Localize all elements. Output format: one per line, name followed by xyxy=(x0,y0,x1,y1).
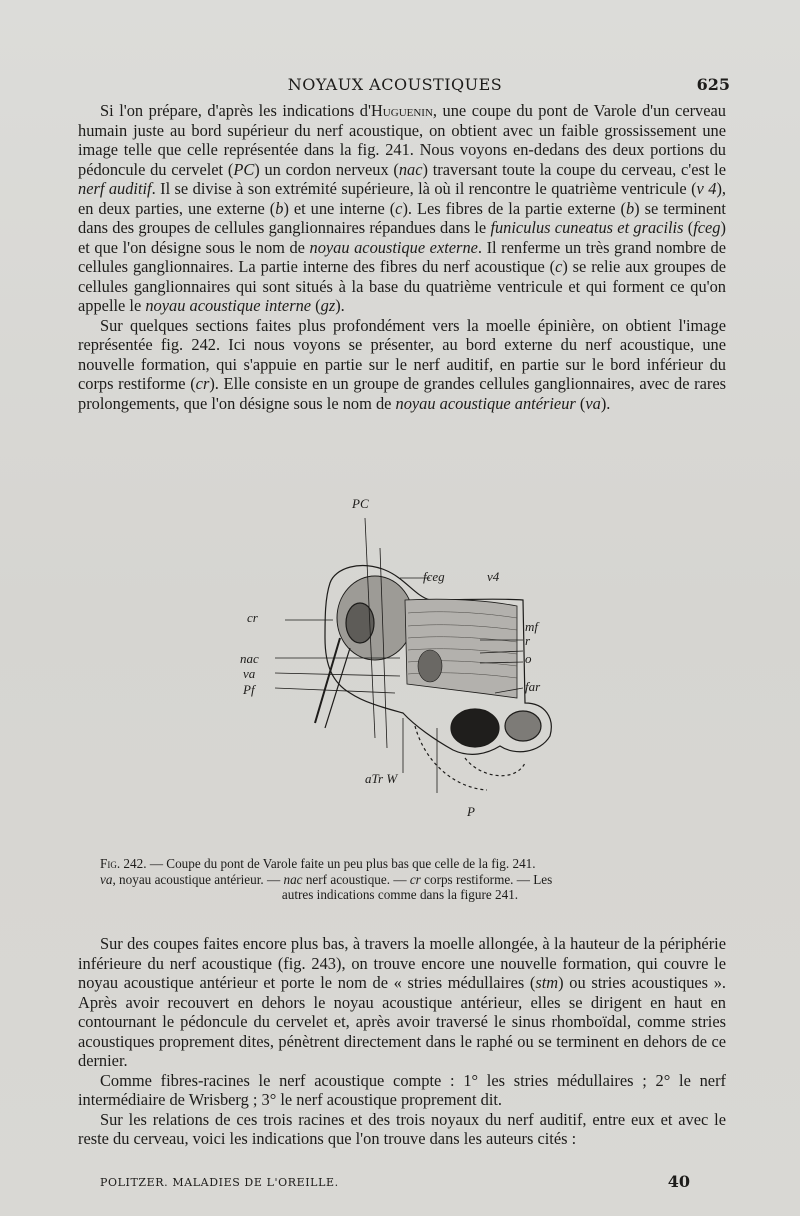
paragraph: Sur des coupes faites encore plus bas, à travers la moelle allongée, à la hauteur de la périphérie inférieure du nerf acoustique (fig. 243), on trouve encore une nouvelle formation, qui couvre le noyau acoustique antérieur et porte le nom de « stries médullaires (stm) ou stries acoustiques ». Après avoir recouvert en dehors le noyau acoustique antérieur, elles se dirigent en haut en contournant le pédoncule du cervelet et, après avoir traversé le sinus rhomboïdal, comme stries acoustiques proprement dites, pénètrent directement dans le raphé ou se terminent en dehors de ce dernier. xyxy=(78,934,727,1070)
body-text-top xyxy=(78,101,726,413)
figure-caption: Fig. 242. — Coupe du pont de Varole faite un peu plus bas que celle de la fig. 241. va, noyau acoustique antérieur. — nac nerf acoustique. — cr corps restiforme. — Les autres indications comme dans la figure 241. xyxy=(100,856,553,903)
running-header-title: NOYAUX ACOUSTIQUES xyxy=(287,75,503,94)
paragraph: Comme fibres-racines le nerf acoustique compte : 1° les stries médullaires ; 2° le nerf intermédiaire de Wrisberg ; 3° le nerf acoustique proprement dit. xyxy=(78,1070,726,1109)
paragraph: Sur les relations de ces trois racines et des trois noyaux du nerf auditif, entre eux et avec le reste du cerveau, voici les indications que l'on trouve dans les auteurs cités : xyxy=(78,1109,726,1148)
figure-label-PC: PC xyxy=(352,496,369,511)
figure-label-o: o xyxy=(525,651,532,666)
signature-mark: 40 xyxy=(667,1172,690,1191)
figure-label-nac: nac xyxy=(240,651,259,666)
figure-label-v4: v4 xyxy=(487,569,500,584)
brain-section-drawing xyxy=(225,488,575,818)
paragraph: Si l'on prépare, d'après les indications d'Huguenin, une coupe du pont de Varole d'un cerveau humain juste au bord supérieur du nerf acoustique, on obtient avec un faible grossissement une image telle que celle représentée dans la fig. 241. Nous voyons en-dedans des deux portions du pédoncule du cervelet (PC) un cordon nerveux (nac) traversant toute la coupe du cerveau, c'est le nerf auditif. Il se divise à son extrémité supérieure, là où il rencontre le quatrième ventricule (v 4), en deux parties, une externe (b) et une interne (c). Les fibres de la partie externe (b) se terminent dans des groupes de cellules ganglionnaires répandues dans le funiculus cuneatus et gracilis (fceg) et que l'on désigne sous le nom de noyau acoustique externe. Il renferme un très grand nombre de cellules ganglionnaires. La partie interne des fibres du nerf acoustique (c) se relie aux groupes de cellules ganglionnaires qui sont situés à la base du quatrième ventricule et qui forment ce qu'on appelle le noyau acoustique interne (gz). xyxy=(78,101,727,315)
figure-label-mf: mf xyxy=(525,619,538,634)
figure-label-cr: cr xyxy=(247,610,258,625)
figure-label-va: va xyxy=(243,666,256,681)
body-text-bottom xyxy=(78,934,726,1149)
figure-label-P: P xyxy=(467,804,475,818)
page-header xyxy=(60,75,730,99)
page-footer xyxy=(100,1172,690,1194)
figure-label-far: far xyxy=(525,679,541,694)
figure-label-aTrW: aTr W xyxy=(365,771,398,786)
page-number: 625 xyxy=(696,75,730,94)
figure-label-Pf: Pf xyxy=(243,682,255,697)
figure-label-fceg: fceg xyxy=(423,569,445,584)
figure-label-r: r xyxy=(525,633,531,648)
paragraph: Sur quelques sections faites plus profondément vers la moelle épinière, on obtient l'image représentée fig. 242. Ici nous voyons se présenter, au bord externe du nerf acoustique, une nouvelle formation, qui s'appuie en partie sur le nerf auditif, en partie sur le bord inférieur du corps restiforme (cr). Elle consiste en un groupe de grandes cellules ganglionnaires, avec de rares prolongements, que l'on désigne sous le nom de noyau acoustique antérieur (va). xyxy=(78,315,726,413)
running-footer-title: POLITZER. MALADIES DE L'OREILLE. xyxy=(100,1176,339,1189)
anatomical-figure xyxy=(225,488,575,818)
